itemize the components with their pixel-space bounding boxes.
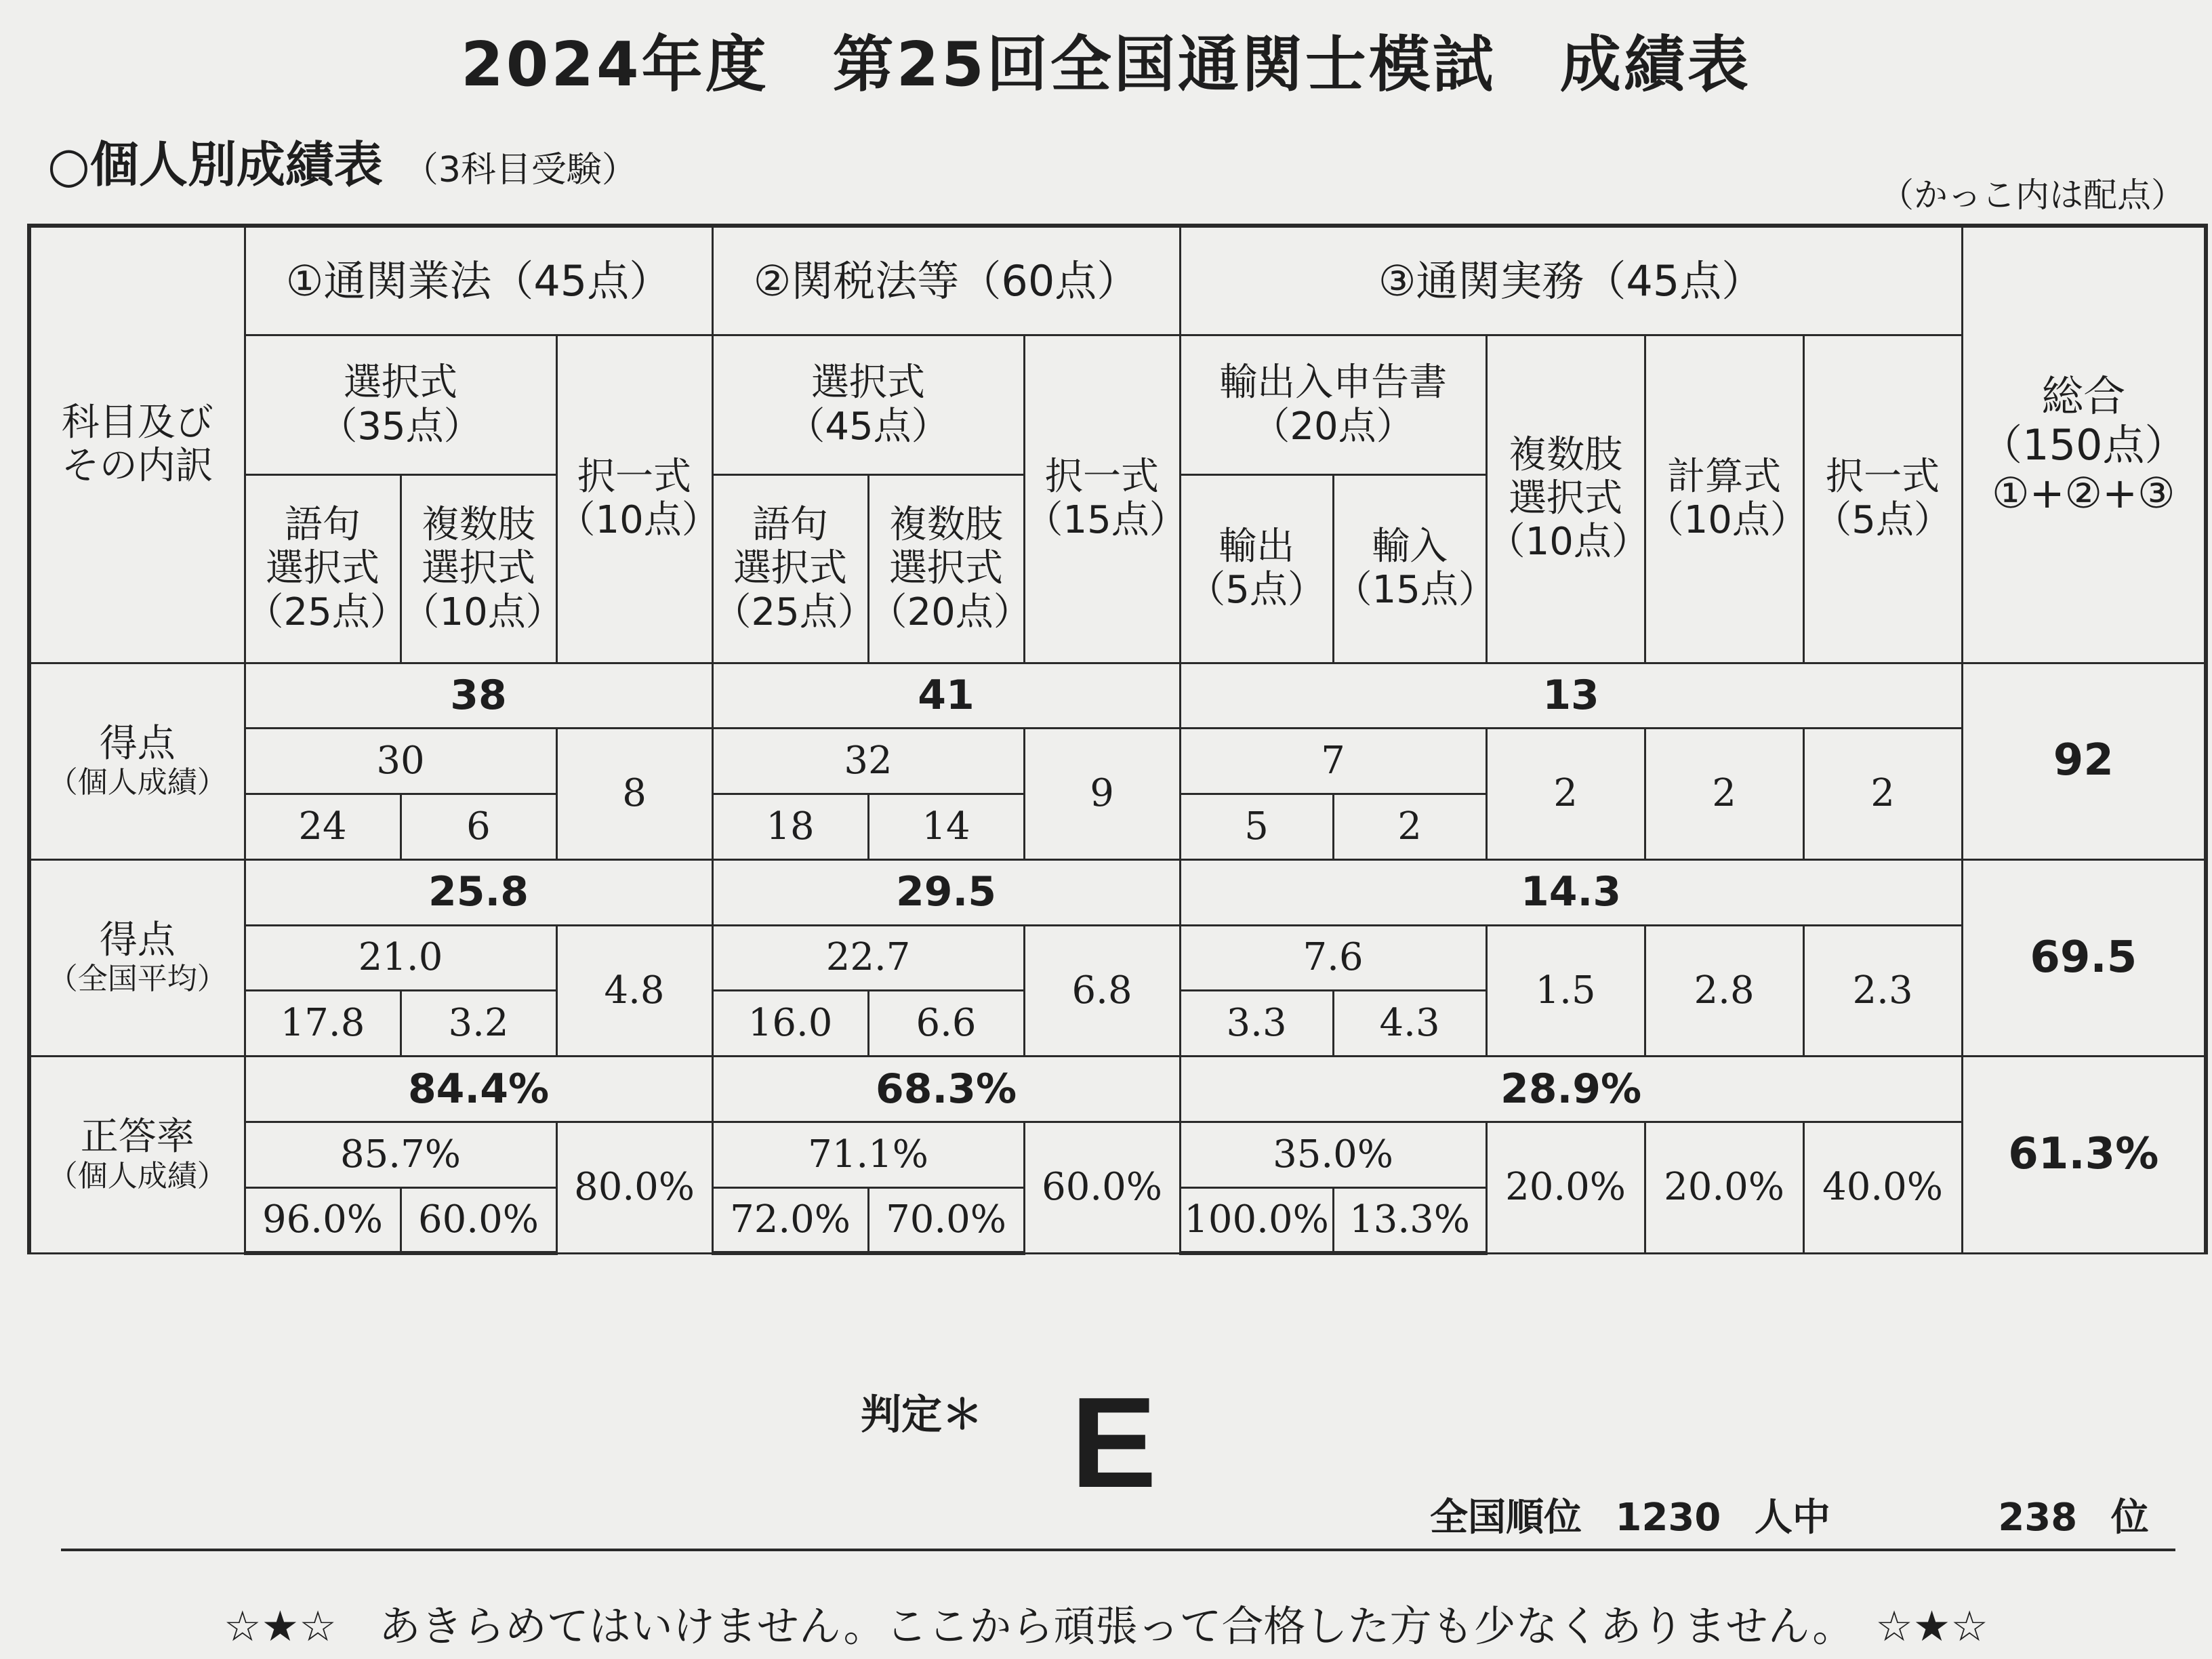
average-s1-fuku: 3.2 — [401, 991, 556, 1057]
personal-grand-total: 92 — [1962, 663, 2206, 859]
s3-takuitsu-header — [1803, 335, 1962, 663]
header-line: （25点） — [245, 590, 408, 634]
row-header-line: 得点 — [99, 918, 176, 963]
personal-s2-takuitsu: 9 — [1024, 729, 1180, 860]
row-header-line: （全国平均） — [47, 962, 227, 997]
rate-s2-total: 68.3% — [712, 1057, 1180, 1122]
header-line: 択一式 — [577, 454, 692, 499]
row-header-line: （個人成績） — [47, 1158, 227, 1193]
s3-keisan-header — [1645, 335, 1808, 663]
rate-s3-export: 100.0% — [1180, 1187, 1333, 1253]
s1-fuku-header — [401, 475, 564, 663]
header-line: （35点） — [319, 404, 482, 449]
header-line: （10点） — [1645, 498, 1808, 543]
average-s2-fuku: 6.6 — [868, 991, 1024, 1057]
score-table — [27, 224, 2208, 1255]
s3-fuku-header — [1486, 335, 1650, 663]
total-header-line: 総合 — [2041, 371, 2126, 422]
header-line: （45点） — [787, 404, 949, 449]
rate-s1-goku: 96.0% — [245, 1187, 401, 1253]
corner-line: その内訳 — [61, 444, 213, 489]
row-header-average — [29, 859, 245, 1056]
rate-s3-import: 13.3% — [1333, 1187, 1486, 1253]
s3-shinkoku-header — [1180, 335, 1486, 475]
header-line: （5点） — [1187, 568, 1326, 613]
row-header-rate — [29, 1057, 245, 1253]
header-line: （20点） — [869, 590, 1031, 634]
s2-select-header — [712, 335, 1024, 475]
points-note: （かっこ内は配点） — [1880, 176, 2185, 215]
average-s3-keisan: 2.8 — [1645, 925, 1803, 1057]
total-header-line: （150点） — [1980, 419, 2187, 470]
row-header-personal — [29, 663, 245, 859]
header-line: 複数肢 — [422, 502, 535, 547]
s2-fuku-header — [868, 475, 1031, 663]
header-line: （10点） — [401, 590, 564, 634]
header-line: 選択式 — [422, 546, 535, 591]
personal-s3-import: 2 — [1333, 794, 1486, 860]
section-title-text: ○個人別成績表 — [47, 136, 383, 193]
header-line: （10点） — [1487, 520, 1650, 565]
ranking-total: 1230 — [1615, 1496, 1721, 1540]
rate-s3-fuku: 20.0% — [1486, 1122, 1645, 1253]
header-line: 選択式 — [811, 361, 926, 405]
ranking-rank-unit: 位 — [2110, 1496, 2149, 1540]
encouragement-message: ☆★☆ あきらめてはいけません。ここから頑張って合格した方も少なくありません。 ☆★☆ — [224, 1601, 1988, 1651]
personal-s1-takuitsu: 8 — [556, 729, 712, 860]
average-grand-total: 69.5 — [1962, 859, 2206, 1056]
average-s1-total: 25.8 — [245, 859, 712, 925]
total-header — [1962, 226, 2206, 663]
header-line: （20点） — [1252, 404, 1414, 449]
personal-s3-fuku: 2 — [1486, 729, 1645, 860]
rate-s3-takuitsu: 40.0% — [1803, 1122, 1962, 1253]
ranking-label: 全国順位 — [1430, 1496, 1582, 1540]
rate-grand-total: 61.3% — [1962, 1057, 2206, 1253]
header-line: 複数肢 — [889, 502, 1004, 547]
personal-s3-takuitsu: 2 — [1803, 729, 1962, 860]
personal-s2-fuku: 14 — [868, 794, 1024, 860]
personal-s2-goku: 18 — [712, 794, 868, 860]
personal-s3-total: 13 — [1180, 663, 1962, 729]
average-s3-export: 3.3 — [1180, 991, 1333, 1057]
rate-s1-select: 85.7% — [245, 1122, 556, 1187]
rate-s3-shinkoku: 35.0% — [1180, 1122, 1486, 1187]
header-line: 選択式 — [889, 546, 1004, 591]
page-title: 2024年度 第25回全国通関士模試 成績表 — [461, 29, 1751, 100]
subject-1-header: ①通関業法（45点） — [245, 226, 712, 335]
average-s3-takuitsu: 2.3 — [1803, 925, 1962, 1057]
average-s1-goku: 17.8 — [245, 991, 401, 1057]
header-line: 輸出入申告書 — [1219, 361, 1448, 405]
rate-s2-takuitsu: 60.0% — [1024, 1122, 1180, 1253]
corner-header — [29, 226, 245, 663]
s3-import-header — [1333, 475, 1496, 663]
s1-takuitsu-header — [556, 335, 720, 663]
rate-s2-select: 71.1% — [712, 1122, 1024, 1187]
divider — [61, 1549, 2175, 1551]
total-header-line: ①+②+③ — [1991, 468, 2175, 518]
header-line: 選択式 — [1509, 476, 1623, 520]
s2-takuitsu-header — [1024, 335, 1187, 663]
ranking-rank: 238 — [1998, 1496, 2078, 1540]
header-line: 語句 — [285, 502, 361, 547]
rate-s1-takuitsu: 80.0% — [556, 1122, 712, 1253]
personal-s2-select: 32 — [712, 729, 1024, 794]
row-header-line: （個人成績） — [47, 765, 227, 800]
average-s2-goku: 16.0 — [712, 991, 868, 1057]
personal-s1-fuku: 6 — [401, 794, 556, 860]
header-line: 選択式 — [733, 546, 848, 591]
header-line: 択一式 — [1826, 454, 1940, 499]
header-line: 選択式 — [266, 546, 380, 591]
subject-3-header: ③通関実務（45点） — [1180, 226, 1962, 335]
header-line: 計算式 — [1667, 454, 1782, 499]
s1-goku-header — [245, 475, 408, 663]
header-line: 輸出 — [1218, 525, 1295, 569]
personal-s1-total: 38 — [245, 663, 712, 729]
average-s3-shinkoku: 7.6 — [1180, 925, 1486, 991]
s3-export-header — [1180, 475, 1333, 663]
rate-s2-goku: 72.0% — [712, 1187, 868, 1253]
personal-s3-keisan: 2 — [1645, 729, 1803, 860]
subject-2-header: ②関税法等（60点） — [712, 226, 1180, 335]
row-header-line: 正答率 — [80, 1115, 194, 1160]
rate-s3-total: 28.9% — [1180, 1057, 1962, 1122]
judgement-value: E — [1071, 1371, 1157, 1515]
rate-s1-fuku: 60.0% — [401, 1187, 556, 1253]
section-subtitle: （3科目受験） — [403, 150, 637, 190]
header-line: 輸入 — [1372, 525, 1448, 569]
s2-goku-header — [712, 475, 876, 663]
personal-s1-goku: 24 — [245, 794, 401, 860]
average-s2-select: 22.7 — [712, 925, 1024, 991]
header-line: （10点） — [557, 498, 720, 543]
section-title — [47, 125, 637, 196]
average-s2-total: 29.5 — [712, 859, 1180, 925]
header-line: 選択式 — [344, 361, 457, 405]
row-header-line: 得点 — [99, 721, 176, 766]
header-line: 語句 — [752, 502, 829, 547]
personal-s3-shinkoku: 7 — [1180, 729, 1486, 794]
rate-s2-fuku: 70.0% — [868, 1187, 1024, 1253]
average-s2-takuitsu: 6.8 — [1024, 925, 1180, 1057]
corner-line: 科目及び — [61, 400, 213, 445]
personal-s3-export: 5 — [1180, 794, 1333, 860]
header-line: （5点） — [1814, 498, 1952, 543]
header-line: 複数肢 — [1509, 432, 1623, 477]
national-ranking — [1430, 1488, 2149, 1542]
s1-select-header — [245, 335, 556, 475]
header-line: 択一式 — [1045, 454, 1160, 499]
rate-s3-keisan: 20.0% — [1645, 1122, 1803, 1253]
average-s1-select: 21.0 — [245, 925, 556, 991]
average-s3-fuku: 1.5 — [1486, 925, 1645, 1057]
average-s1-takuitsu: 4.8 — [556, 925, 712, 1057]
ranking-total-unit: 人中 — [1754, 1496, 1830, 1540]
average-s3-total: 14.3 — [1180, 859, 1962, 925]
average-s3-import: 4.3 — [1333, 991, 1486, 1057]
header-line: （15点） — [1334, 568, 1496, 613]
rate-s1-total: 84.4% — [245, 1057, 712, 1122]
header-line: （25点） — [713, 590, 876, 634]
header-line: （15点） — [1025, 498, 1187, 543]
personal-s2-total: 41 — [712, 663, 1180, 729]
personal-s1-select: 30 — [245, 729, 556, 794]
judgement-label: 判定＊ — [861, 1391, 983, 1439]
